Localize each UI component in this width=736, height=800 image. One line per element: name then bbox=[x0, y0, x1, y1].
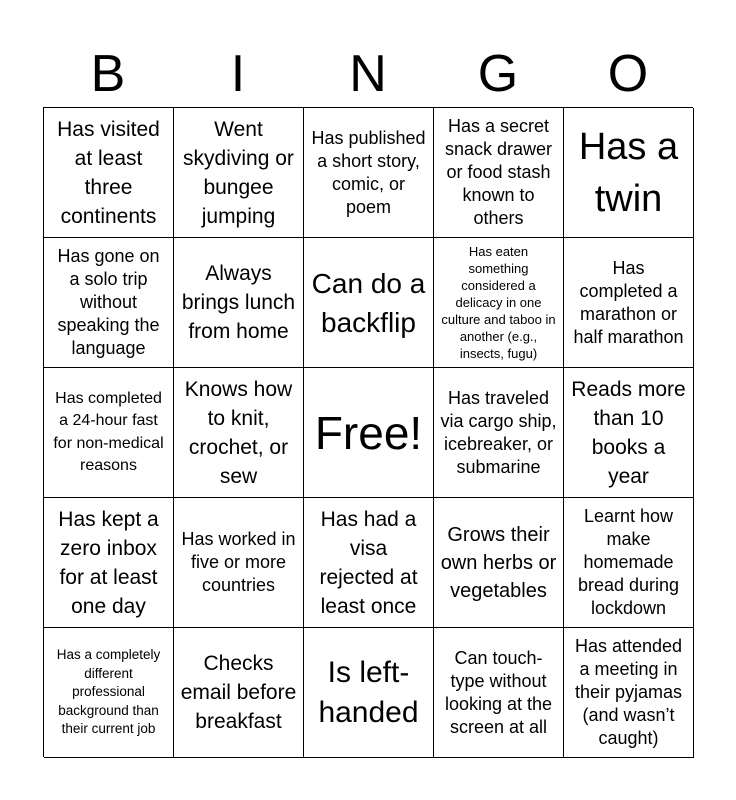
bingo-cell[interactable] bbox=[174, 368, 304, 498]
cell-text: Checks email before breakfast bbox=[180, 652, 297, 733]
bingo-cell[interactable] bbox=[564, 108, 694, 238]
cell-text: Knows how to knit, crochet, or sew bbox=[184, 377, 293, 488]
bingo-cell[interactable] bbox=[174, 628, 304, 758]
cell-text: Has had a visa rejected at least once bbox=[319, 507, 418, 618]
bingo-cell[interactable] bbox=[174, 108, 304, 238]
bingo-cell[interactable] bbox=[304, 108, 434, 238]
cell-text: Has traveled via cargo ship, icebreaker, or submarine bbox=[440, 387, 557, 477]
cell-text: Has attended a meeting in their pyjamas (and wasn’t caught) bbox=[574, 636, 683, 748]
free-cell[interactable] bbox=[304, 368, 434, 498]
bingo-cell[interactable] bbox=[174, 238, 304, 368]
bingo-cell[interactable] bbox=[44, 368, 174, 498]
bingo-cell[interactable] bbox=[304, 628, 434, 758]
header-letter-n: N bbox=[349, 45, 387, 103]
cell-text: Can touch-type without looking at the screen at all bbox=[444, 647, 553, 737]
cell-text: Has visited at least three continents bbox=[57, 117, 160, 228]
bingo-cell[interactable] bbox=[304, 498, 434, 628]
cell-text: Always brings lunch from home bbox=[181, 262, 296, 343]
cell-text: Has a secret snack drawer or food stash known to others bbox=[444, 116, 553, 228]
cell-text: Reads more than 10 books a year bbox=[571, 377, 686, 488]
bingo-cell[interactable] bbox=[304, 238, 434, 368]
cell-text: Has gone on a solo trip without speaking the language bbox=[57, 246, 160, 358]
cell-text: Can do a backflip bbox=[311, 267, 426, 338]
bingo-cell[interactable] bbox=[174, 498, 304, 628]
cell-text: Learnt how make homemade bread during lockdown bbox=[577, 506, 680, 618]
bingo-cell[interactable] bbox=[564, 238, 694, 368]
bingo-cell[interactable] bbox=[434, 238, 564, 368]
bingo-header bbox=[43, 40, 693, 108]
header-letter-b: B bbox=[90, 45, 126, 103]
bingo-cell[interactable] bbox=[564, 498, 694, 628]
bingo-cell[interactable] bbox=[434, 368, 564, 498]
header-letter-o: O bbox=[607, 45, 649, 103]
bingo-cell[interactable] bbox=[44, 238, 174, 368]
bingo-cell[interactable] bbox=[434, 628, 564, 758]
cell-text: Free! bbox=[314, 406, 423, 459]
cell-text: Has worked in five or more countries bbox=[181, 529, 296, 595]
bingo-cell[interactable] bbox=[564, 368, 694, 498]
bingo-cell[interactable] bbox=[44, 628, 174, 758]
cell-text: Has a completely different professional background than their current job bbox=[56, 647, 161, 737]
cell-text: Has completed a 24-hour fast for non-medical reasons bbox=[53, 389, 164, 474]
cell-text: Has a twin bbox=[578, 125, 679, 220]
header-letter-g: G bbox=[477, 45, 519, 103]
cell-text: Grows their own herbs or vegetables bbox=[440, 523, 557, 602]
cell-text: Has eaten something considered a delicacy in one culture and taboo in another (e.g., insects, fugu) bbox=[441, 244, 556, 361]
bingo-cell[interactable] bbox=[44, 108, 174, 238]
cell-text: Is left-handed bbox=[318, 655, 419, 729]
cell-text: Has completed a marathon or half marathon bbox=[573, 257, 684, 347]
bingo-cell[interactable] bbox=[564, 628, 694, 758]
bingo-cell[interactable] bbox=[434, 498, 564, 628]
bingo-cell[interactable] bbox=[44, 498, 174, 628]
header-letter-i: I bbox=[230, 45, 246, 103]
cell-text: Has kept a zero inbox for at least one day bbox=[58, 507, 159, 618]
cell-text: Has published a short story, comic, or poem bbox=[311, 127, 426, 217]
bingo-grid bbox=[43, 107, 693, 757]
bingo-cell[interactable] bbox=[434, 108, 564, 238]
cell-text: Went skydiving or bungee jumping bbox=[183, 117, 294, 228]
